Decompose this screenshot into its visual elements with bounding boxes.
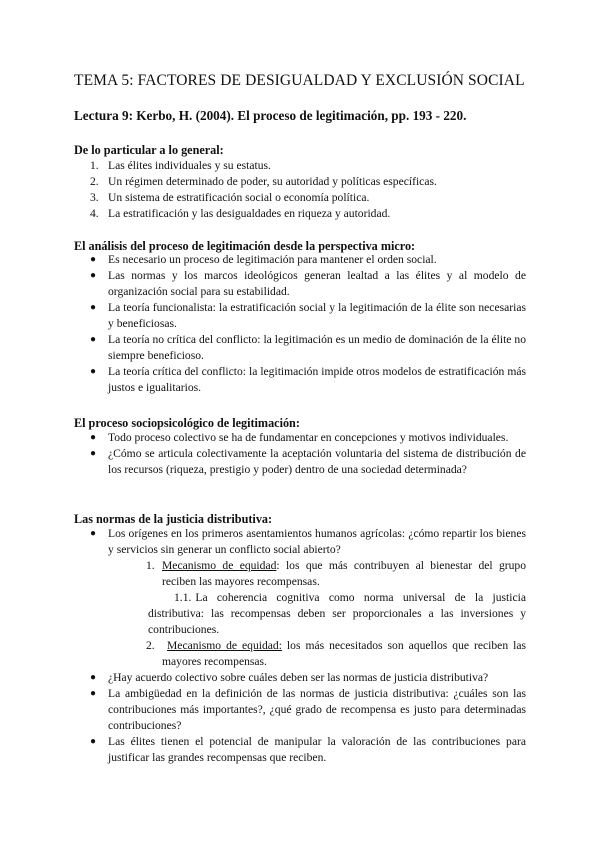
bullet-icon: ● (90, 302, 97, 313)
bullet-icon: ● (90, 270, 97, 281)
list-item: ● La teoría funcionalista: la estratificación social y la legitimación de la élite son necesarias y beneficiosas. (90, 301, 526, 330)
list-item: 2. Un régimen determinado de poder, su autoridad y políticas específicas. (90, 175, 437, 188)
bullet-icon: ● (90, 672, 97, 683)
section-heading-distributive-justice: Las normas de la justicia distributiva: (74, 512, 273, 526)
section-heading-sociopsychological: El proceso sociopsicológico de legitimación: (74, 416, 300, 430)
section4-list (74, 526, 526, 766)
bullet-icon: ● (90, 448, 97, 459)
list-item: 3. Un sistema de estratificación social o economía política. (90, 191, 370, 204)
list-item: 4. La estratificación y las desigualdades en riqueza y autoridad. (90, 207, 391, 220)
lecture-reference: Lectura 9: Kerbo, H. (2004). El proceso de legitimación, pp. 193 - 220. (74, 108, 467, 123)
list-item: ● La ambigüedad en la definición de las normas de justicia distributiva: ¿cuáles son las contribuciones más importantes?, ¿qué grado de recompensa es justo para determinadas contribuciones? (90, 687, 526, 732)
section3-list (74, 430, 526, 478)
bullet-icon: ● (90, 688, 97, 699)
section-heading-particular-general: De lo particular a lo general: (74, 143, 224, 157)
bullet-icon: ● (90, 366, 97, 377)
bullet-icon: ● (90, 528, 97, 539)
list-item: ● Los orígenes en los primeros asentamientos humanos agrícolas: ¿cómo repartir los bienes y servicios sin generar un conflicto social abierto? 1. Mecanismo de equidad: los que más contribuyen al bienestar del grupo reciben las mayores recompensas. 1.1. La coherencia cognitiva como norma universal de la justicia distributiva: las recompensas deben ser proporcionales a las inversiones y contribuciones. 2. Mecanismo de equidad: los más necesitados son aquellos que reciben las mayores recompensas. (90, 527, 527, 668)
bullet-icon: ● (90, 432, 97, 443)
bullet-icon: ● (90, 254, 97, 265)
bullet-icon: ● (90, 736, 97, 747)
list-item: ● La teoría crítica del conflicto: la legitimación impide otros modelos de estratificación más justos e igualitarios. (90, 365, 526, 394)
sub-item-equity-mechanism-1: 1. Mecanismo de equidad: los que más contribuyen al bienestar del grupo reciben las mayores recompensas. (146, 559, 527, 588)
list-item: ● Es necesario un proceso de legitimación para mantener el orden social. (90, 253, 437, 266)
list-item: ● ¿Hay acuerdo colectivo sobre cuáles deben ser las normas de justicia distributiva? (90, 671, 489, 684)
section-heading-micro-perspective: El análisis del proceso de legitimación desde la perspectiva micro: (74, 239, 416, 253)
list-item: ● Las normas y los marcos ideológicos generan lealtad a las élites y al modelo de organización social para su estabilidad. (90, 269, 526, 298)
section1-list (74, 158, 526, 222)
page-title: TEMA 5: FACTORES DE DESIGUALDAD Y EXCLUSIÓN SOCIAL (74, 72, 525, 89)
sub-sub-item-cognitive-coherence: 1.1. La coherencia cognitiva como norma universal de la justicia distributiva: las recompensas deben ser proporcionales a las inversiones y contribuciones. (148, 591, 526, 636)
section2-list (74, 252, 526, 396)
list-item: ● Todo proceso colectivo se ha de fundamentar en concepciones y motivos individuales. (90, 431, 509, 444)
sub-item-equity-mechanism-2: 2. Mecanismo de equidad: los más necesitados son aquellos que reciben las mayores recompensas. (146, 639, 526, 668)
list-item: ● Las élites tienen el potencial de manipular la valoración de las contribuciones para justificar las grandes recompensas que reciben. (90, 735, 526, 764)
bullet-icon: ● (90, 334, 97, 345)
list-item: 1. Las élites individuales y su estatus. (90, 159, 271, 172)
list-item: ● ¿Cómo se articula colectivamente la aceptación voluntaria del sistema de distribución de los recursos (riqueza, prestigio y poder) dentro de una sociedad determinada? (90, 447, 526, 476)
list-item: ● La teoría no crítica del conflicto: la legitimación es un medio de dominación de la élite no siempre beneficioso. (90, 333, 526, 362)
